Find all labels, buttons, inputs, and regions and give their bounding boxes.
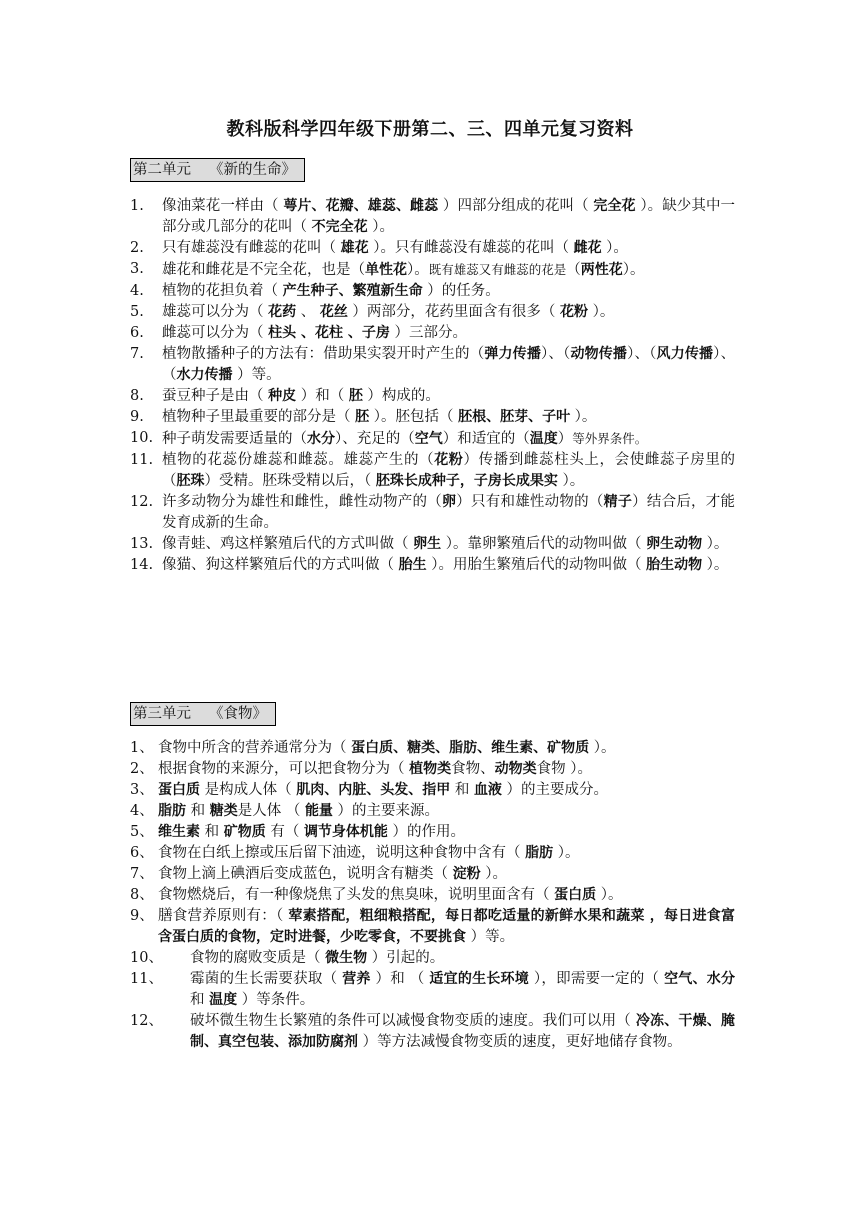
question-text: ）受精。胚珠受精以后，（: [204, 473, 376, 489]
item-number: 4.: [130, 283, 144, 299]
item-text: [162, 386, 735, 407]
answer-text: 卵生: [413, 536, 442, 552]
unit3-label: 第三单元: [133, 706, 191, 722]
item-number: 11.: [130, 452, 154, 468]
question-text: 雄花和雌花是不完全花，也是（: [162, 262, 365, 278]
item-number: 1、: [130, 740, 154, 756]
answer-text: 动物传播: [570, 346, 628, 362]
item-text: [162, 407, 735, 428]
question-text: 有（: [265, 824, 304, 840]
question-text: ）。: [557, 473, 585, 489]
answer-text: 风力传播: [656, 346, 714, 362]
question-text: ）。: [407, 262, 429, 278]
item-text: [162, 196, 735, 238]
answer-text: 胚: [355, 409, 370, 425]
question-text: ）。: [601, 240, 628, 256]
list-item: [130, 428, 735, 450]
question-text: ）传播到雌蕊柱头上，会使雌蕊子房里的（: [162, 452, 736, 489]
item-text: [190, 948, 735, 969]
answer-text: 营养: [342, 971, 371, 987]
answer-text: 花丝: [319, 304, 348, 320]
item-number: 6.: [130, 325, 144, 341]
question-text: 霉菌的生长需要获取（: [190, 971, 343, 987]
answer-text: 完全花: [593, 198, 636, 214]
item-text: [190, 969, 735, 1011]
list-item: [130, 302, 735, 323]
list-item: [130, 238, 735, 259]
answer-text: 蛋白质: [554, 887, 597, 903]
item-number: 14.: [130, 557, 154, 573]
item-number: 9.: [130, 409, 144, 425]
answer-text: 水力传播: [176, 367, 233, 383]
answer-text: 肌肉、内脏、头发、指甲: [296, 782, 451, 798]
answer-text: 产生种子、繁殖新生命: [282, 283, 423, 299]
question-text: ）。: [596, 887, 623, 903]
item-text: [162, 323, 735, 344]
question-text: 和: [450, 782, 474, 798]
question-text: 是人体 （: [237, 803, 305, 819]
answer-text: 温度: [529, 431, 558, 447]
answer-text: 胚珠: [176, 473, 205, 489]
item-number: 2、: [130, 761, 154, 777]
answer-text: 胚根、胚芽、子叶: [458, 409, 571, 425]
question-text: 食物中所含的营养通常分为（: [158, 740, 352, 756]
question-text: ）的主要来源。: [332, 803, 440, 819]
question-text: ）。靠卵繁殖后代的动物叫做（: [441, 536, 647, 552]
item-text: [158, 864, 735, 885]
answer-text: 花粉: [434, 452, 464, 468]
item-number: 13.: [130, 536, 154, 552]
question-text: ）。: [702, 536, 729, 552]
question-text: 、: [296, 304, 320, 320]
list-item: [130, 534, 735, 555]
answer-text: 不完全花: [311, 219, 368, 235]
question-text: ）的作用。: [387, 824, 466, 840]
item-text: [158, 780, 735, 801]
question-text: ）。: [367, 219, 394, 235]
question-text: 植物的花担负着（: [162, 283, 283, 299]
question-text: ）引起的。: [367, 950, 445, 966]
item-text: [190, 1011, 735, 1053]
question-text: 只有雄蕊没有雌蕊的花叫（: [162, 240, 341, 256]
answer-text: 脂肪: [525, 845, 554, 861]
question-text: ）等。: [466, 929, 515, 945]
list-item: [130, 759, 735, 780]
list-item: [130, 407, 735, 428]
item-number: 10.: [130, 430, 154, 446]
answer-text: 温度: [209, 992, 238, 1008]
unit2-name: 《新的生命》: [209, 162, 296, 178]
answer-text: 两性花: [580, 262, 623, 278]
question-text: ）、（: [627, 346, 657, 362]
question-text: ），即需要一定的（: [529, 971, 665, 987]
question-text: ）和 （: [370, 971, 430, 987]
list-item: [130, 822, 735, 843]
answer-text: 血液: [473, 782, 502, 798]
question-text: ）和适宜的（: [442, 431, 530, 447]
question-text: ）: [557, 431, 573, 447]
question-text: ）的主要成分。: [501, 782, 609, 798]
item-number: 11、: [130, 971, 163, 987]
question-text: ）等。: [232, 367, 281, 383]
question-text: ）。: [589, 740, 616, 756]
question-text: 和: [200, 824, 224, 840]
list-item: [130, 738, 735, 759]
unit2-header: [130, 158, 305, 182]
answer-text: 花药: [268, 304, 297, 320]
item-text: [158, 906, 735, 948]
item-number: 5.: [130, 304, 144, 320]
question-text: ）、（: [162, 346, 736, 383]
answer-text: 冷冻、干燥、腌制、真空包装、添加防腐剂: [190, 1013, 736, 1050]
question-text: 破坏微生物生长繁殖的条件可以减慢食物变质的速度。我们可以用（: [190, 1013, 636, 1029]
question-text: ）的任务。: [422, 283, 500, 299]
item-text: [158, 738, 735, 759]
answer-text: 维生素: [158, 824, 200, 840]
question-text: 种子萌发需要适量的（: [162, 431, 307, 447]
answer-text: 柱头 、花柱 、子房: [268, 325, 390, 341]
answer-text: 水分: [307, 431, 335, 447]
item-text: [162, 428, 735, 450]
question-text: ）。: [553, 845, 580, 861]
list-item: [130, 885, 735, 906]
question-text: 雄蕊可以分为（: [162, 304, 269, 320]
question-text: 和: [190, 992, 210, 1008]
answer-text: 胚珠长成种子，子房长成果实: [375, 473, 558, 489]
answer-text: 荤素搭配，粗细粮搭配，每日都吃适量的新鲜水果和蔬菜 ，每日进食富含蛋白质的食物，定时进餐，少吃零食，不要挑食: [158, 908, 736, 945]
question-text: 植物散播种子的方法有：借助果实裂开时产生的（: [162, 346, 485, 362]
answer-text: 蛋白质、糖类、脂肪、维生素、矿物质: [351, 740, 590, 756]
answer-text: 花粉: [560, 304, 589, 320]
question-text: 食物燃烧后，有一种像烧焦了头发的焦臭味，说明里面含有（: [158, 887, 555, 903]
question-text: ）。: [702, 557, 729, 573]
unit3-header: [130, 702, 276, 726]
list-item: [130, 906, 735, 948]
answer-text: 淀粉: [452, 866, 481, 882]
question-text: 像青蛙、鸡这样繁殖后代的方式叫做（: [162, 536, 414, 552]
answer-text: 萼片、花瓣、雄蕊、雌蕊: [283, 198, 439, 214]
list-item: [130, 1011, 735, 1053]
document-title: 教科版科学四年级下册第二、三、四单元复习资料: [226, 119, 634, 140]
list-item: [130, 801, 735, 822]
item-text: [158, 885, 735, 906]
question-text: ）。用胎生繁殖后代的动物叫做（: [426, 557, 647, 573]
question-text: 和: [186, 803, 210, 819]
answer-text: 卵: [442, 494, 457, 510]
answer-text: 弹力传播: [484, 346, 541, 362]
question-text: 蚕豆种子是由（: [162, 388, 269, 404]
question-text: ）。: [588, 304, 615, 320]
answer-text: 精子: [603, 494, 633, 510]
list-item: [130, 864, 735, 885]
question-text: ）只有和雄性动物的（: [456, 494, 604, 510]
item-number: 6、: [130, 845, 154, 861]
answer-text: 蛋白质: [158, 782, 200, 798]
item-text: [162, 492, 735, 534]
answer-text: 种皮: [268, 388, 297, 404]
unit3-name: 《食物》: [209, 706, 267, 722]
answer-text: 糖类: [209, 803, 238, 819]
question-text: ）等方法减慢食物变质的速度，更好地储存食物。: [358, 1034, 682, 1050]
item-number: 12.: [130, 494, 154, 510]
list-item: [130, 281, 735, 302]
item-number: 10、: [130, 950, 163, 966]
item-number: 2.: [130, 240, 144, 256]
item-text: [162, 450, 735, 492]
question-text: ）、（: [540, 346, 571, 362]
list-item: [130, 780, 735, 801]
answer-text: 矿物质: [223, 824, 266, 840]
question-text: ）。: [622, 262, 645, 278]
unit3-list: [130, 738, 735, 1053]
item-number: 3.: [130, 261, 144, 277]
list-item: [130, 259, 735, 281]
unit2-label: 第二单元: [133, 162, 191, 178]
list-item: [130, 492, 735, 534]
item-text: [162, 238, 735, 259]
list-item: [130, 555, 735, 576]
item-number: 7、: [130, 866, 154, 882]
unit2-list: [130, 196, 735, 576]
list-item: [130, 969, 735, 1011]
item-text: [162, 259, 735, 281]
item-text: [162, 302, 735, 323]
item-text: [162, 281, 735, 302]
question-text: 食物的腐败变质是（: [190, 950, 326, 966]
list-item: [130, 948, 735, 969]
item-number: 8、: [130, 887, 154, 903]
answer-text: 空气、水分: [664, 971, 736, 987]
question-text: 是构成人体（: [200, 782, 297, 798]
answer-text: 胎生: [398, 557, 427, 573]
question-text: ）结合后，才能发育成新的生命。: [162, 494, 736, 531]
answer-text: 微生物: [325, 950, 368, 966]
question-text: ）等条件。: [237, 992, 315, 1008]
item-text: [158, 843, 735, 864]
item-number: 9、: [130, 908, 154, 924]
answer-text: 空气: [414, 431, 443, 447]
item-number: 4、: [130, 803, 154, 819]
answer-text: 动物类: [494, 761, 537, 777]
answer-text: 适宜的生长环境: [429, 971, 530, 987]
item-text: [162, 534, 735, 555]
question-text: 雌蕊可以分为（: [162, 325, 269, 341]
item-number: 3、: [130, 782, 154, 798]
list-item: [130, 323, 735, 344]
item-number: 7.: [130, 346, 144, 362]
answer-text: 能量: [304, 803, 333, 819]
item-text: [158, 822, 735, 843]
list-item: [130, 450, 735, 492]
question-text: 等外界条件。: [572, 431, 648, 446]
question-text: ）。只有雌蕊没有雄蕊的花叫（: [368, 240, 574, 256]
list-item: [130, 344, 735, 386]
question-text: 食物、: [451, 761, 495, 777]
item-text: [158, 801, 735, 822]
question-text: 像猫、狗这样繁殖后代的方式叫做（: [162, 557, 399, 573]
question-text: ）构成的。: [362, 388, 440, 404]
question-text: 食物上滴上碘酒后变成蓝色，说明含有糖类（: [158, 866, 453, 882]
question-text: ）四部分组成的花叫（: [438, 198, 594, 214]
answer-text: 单性花: [365, 262, 407, 278]
list-item: [130, 843, 735, 864]
question-text: 植物种子里最重要的部分是（: [162, 409, 356, 425]
question-text: 根据食物的来源分，可以把食物分为（: [158, 761, 410, 777]
item-number: 8.: [130, 388, 144, 404]
list-item: [130, 196, 735, 238]
answer-text: 胎生动物: [646, 557, 703, 573]
question-text: （: [566, 262, 581, 278]
answer-text: 脂肪: [158, 803, 186, 819]
question-text: ）、充足的（: [335, 431, 415, 447]
item-text: [158, 759, 735, 780]
answer-text: 植物类: [409, 761, 452, 777]
question-text: 膳食营养原则有：（: [158, 908, 289, 924]
question-text: 植物的花蕊份雄蕊和雌蕊。雄蕊产生的（: [162, 452, 435, 468]
item-text: [162, 344, 735, 386]
answer-text: 雌花: [573, 240, 602, 256]
answer-text: 胚: [348, 388, 363, 404]
question-text: ）。胚包括（: [369, 409, 459, 425]
answer-text: 调节身体机能: [303, 824, 388, 840]
question-text: ）。缺少其中一部分或几部分的花叫（: [162, 198, 736, 235]
answer-text: 卵生动物: [646, 536, 703, 552]
question-text: 像油菜花一样由（: [162, 198, 284, 214]
question-text: ）两部分，花药里面含有很多（: [347, 304, 561, 320]
question-text: ）。: [480, 866, 507, 882]
item-text: [162, 555, 735, 576]
list-item: [130, 386, 735, 407]
answer-text: 雄花: [340, 240, 369, 256]
item-number: 12、: [130, 1013, 163, 1029]
question-text: 食物在白纸上擦或压后留下油迹，说明这种食物中含有（: [158, 845, 526, 861]
question-text: ）和（: [296, 388, 349, 404]
question-text: 食物 ）。: [536, 761, 592, 777]
question-text: 许多动物分为雄性和雌性，雌性动物产的（: [162, 494, 442, 510]
question-text: 既有雄蕊又有雌蕊的花是: [428, 262, 567, 277]
item-number: 5、: [130, 824, 154, 840]
question-text: ）。: [570, 409, 597, 425]
question-text: ）三部分。: [389, 325, 467, 341]
item-number: 1.: [130, 198, 144, 214]
